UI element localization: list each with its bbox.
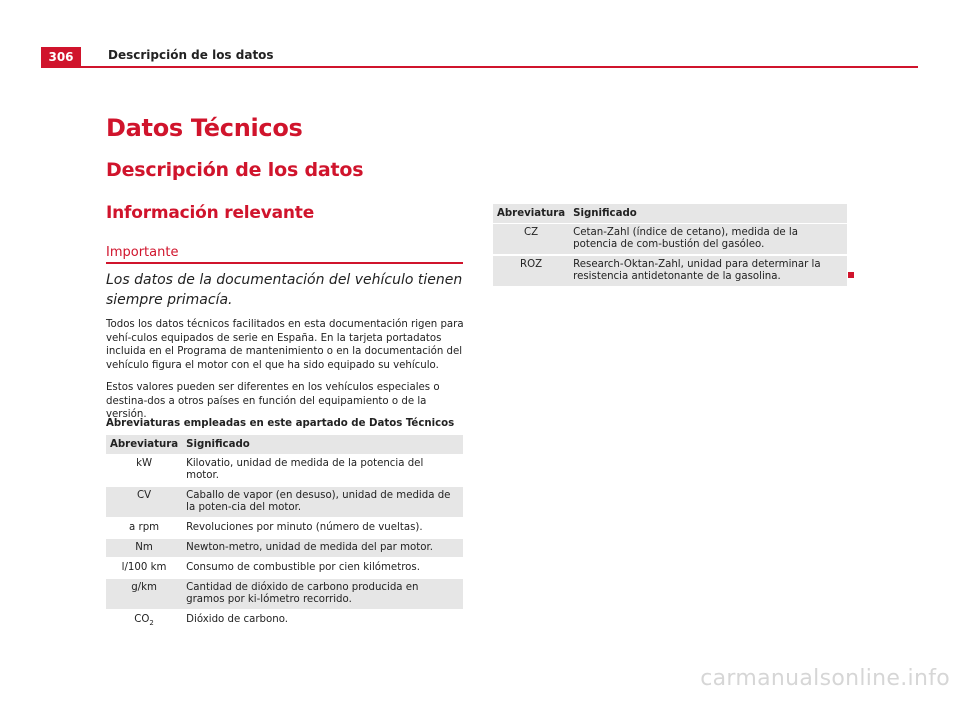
subsection-title: Información relevante [106,203,315,223]
page-number: 306 [41,47,81,67]
row-meaning: Dióxido de carbono. [182,610,463,633]
row-meaning: Cetan-Zahl (índice de cetano), medida de la potencia de com-bustión del gasóleo. [569,224,847,256]
table-row [493,224,847,256]
table-row [106,486,463,518]
row-abbreviation: ROZ [493,255,569,287]
row-abbreviation-co2 [106,610,182,633]
abbreviations-table-continued [493,204,847,288]
row-meaning: Newton-metro, unidad de medida del par motor. [182,538,463,558]
header-meaning: Significado [182,435,463,455]
table-row [106,610,463,633]
table-row [493,255,847,287]
row-meaning: Cantidad de dióxido de carbono producida en gramos por ki-lómetro recorrido. [182,578,463,610]
co2-subscript: 2 [149,619,154,628]
table-header-row [106,435,463,455]
row-meaning: Consumo de combustible por cien kilómetros. [182,558,463,578]
row-abbreviation: CZ [493,224,569,256]
header-abbreviation: Abreviatura [106,435,182,455]
row-abbreviation: a rpm [106,518,182,538]
paragraph-2: Estos valores pueden ser diferentes en los vehículos especiales o destina-dos a otros países en función del equipamiento o de la versión. [106,382,440,420]
table-row [106,578,463,610]
section-title: Descripción de los datos [106,159,364,181]
section-end-marker [848,272,854,278]
row-abbreviation: Nm [106,538,182,558]
watermark: carmanualsonline.info [700,666,950,691]
header-meaning: Significado [569,204,847,224]
important-heading: Importante [106,245,179,260]
table-caption: Abreviaturas empleadas en este apartado de Datos Técnicos [106,418,455,429]
row-abbreviation: CV [106,486,182,518]
row-meaning: Kilovatio, unidad de medida de la potencia del motor. [182,455,463,487]
important-rule [106,262,463,264]
table-header-row [493,204,847,224]
table-row [106,455,463,487]
row-abbreviation: l/100 km [106,558,182,578]
table-row [106,558,463,578]
lead-text: Los datos de la documentación del vehículo tienen siempre primacía. [106,272,463,308]
paragraph-1: Todos los datos técnicos facilitados en esta documentación rigen para vehí-culos equipados de serie en España. En la tarjeta portadatos incluida en el Programa de mantenimiento o en la documentación del vehículo figura el motor con el que ha sido equipado su vehículo. [106,319,464,371]
table-row [106,538,463,558]
abbreviations-table [106,435,463,634]
running-title: Descripción de los datos [108,48,274,62]
co2-text: CO [134,614,150,625]
chapter-title: Datos Técnicos [106,114,303,142]
row-meaning: Revoluciones por minuto (número de vueltas). [182,518,463,538]
row-meaning: Caballo de vapor (en desuso), unidad de medida de la poten-cia del motor. [182,486,463,518]
table-row [106,518,463,538]
header-rule [41,66,918,68]
row-abbreviation: g/km [106,578,182,610]
row-abbreviation: kW [106,455,182,487]
header-abbreviation: Abreviatura [493,204,569,224]
row-meaning: Research-Oktan-Zahl, unidad para determinar la resistencia antidetonante de la gasolina. [569,255,847,287]
